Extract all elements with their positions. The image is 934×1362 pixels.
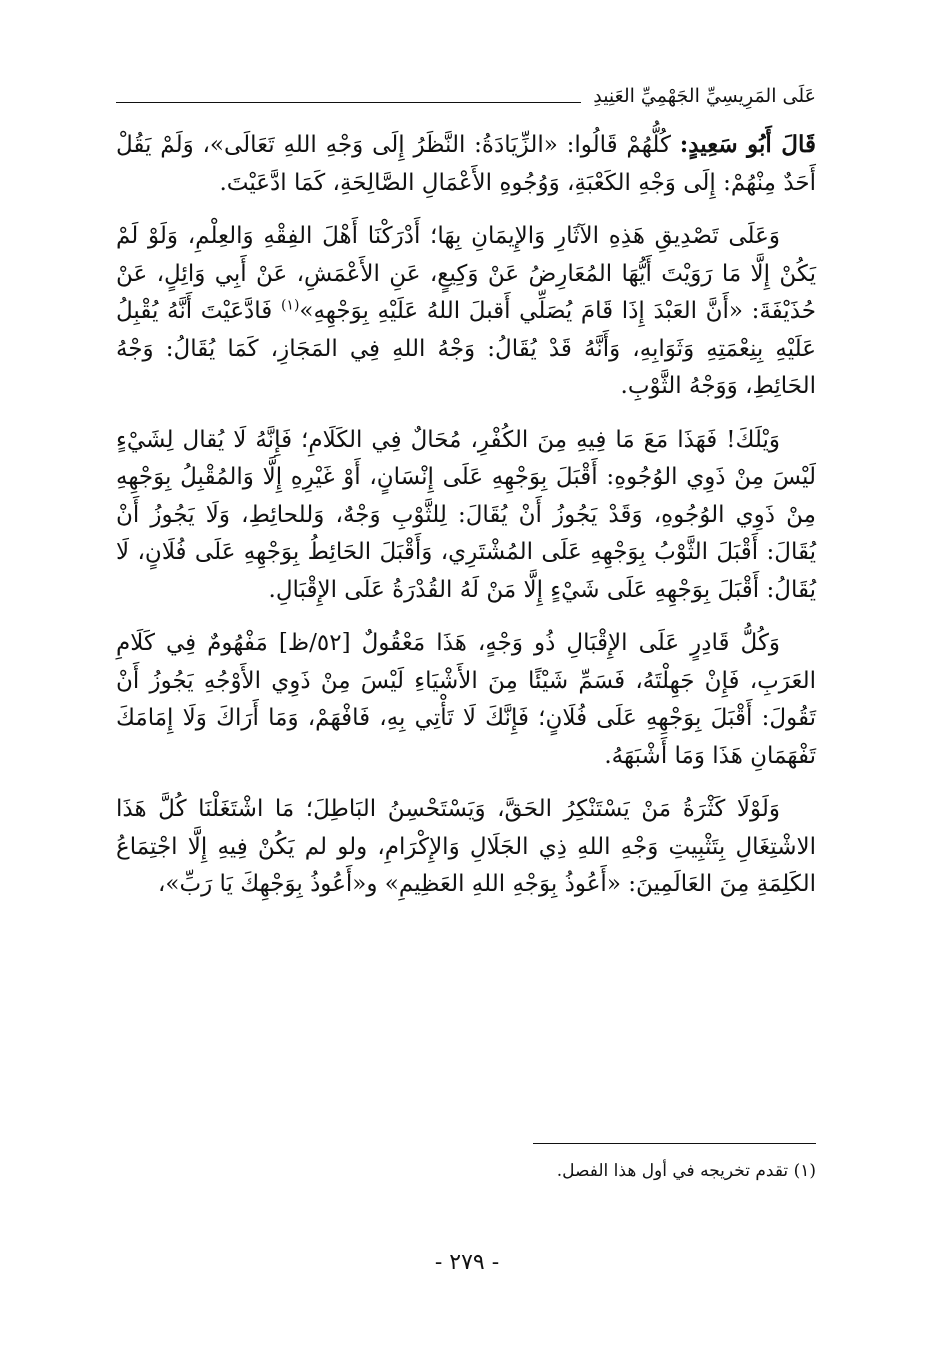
header-rule [116,102,581,103]
paragraph-2-text-a: وَعَلَى تَصْدِيقِ هَذِهِ الآثَارِ وَالإِيمَانِ بِهَا؛ أَدْرَكْنَا أَهْلَ الفِقْهِ وَالعِلْمِ، وَلَوْ لَمْ يَكُنْ إِلَّا مَا رَوَيْتَ أَيُّهَا المُعَارِضُ عَنْ وَكِيعٍ، عَنِ الأَعْمَشِ، عَنْ أَبِي وَائِلٍ، عَنْ حُذَيْفَةَ: «أَنَّ العَبْدَ إِذَا قَامَ يُصَلِّي أَقبلَ اللهُ عَلَيْهِ بِوَجْهِهِ» [116,223,816,324]
paragraph-1-text: كُلُّهُمْ قَالُوا: «الزِّيَادَةُ: النَّظَرُ إِلَى وَجْهِ اللهِ تَعَالَى»، وَلَمْ يَقُلْ أَحَدٌ مِنْهُمْ: إِلَى وَجْهِ الكَعْبَةِ، وَوُجُوهِ الأَعْمَالِ الصَّالِحَةِ، كَمَا ادَّعَيْتَ. [116,132,816,196]
paragraph-2-text-b: فَادَّعَيْتَ أَنَّهُ يُقْبِلُ عَلَيْهِ بِنِعْمَتِهِ وَثَوَابِهِ، وَأَنَّهُ قَدْ يُقَالُ: وَجْهُ اللهِ فِي المَجَازِ، كَمَا يُقَالُ: وَجْهُ الحَائِطِ، وَوَجْهُ الثَّوْبِ. [116,298,816,399]
paragraph-5: وَلَوْلَا كَثْرَةُ مَنْ يَسْتَنْكِرُ الحَقَّ، وَيَسْتَحْسِنُ البَاطِلَ؛ مَا اشْتَغَلْنَا كُلَّ هَذَا الاشْتِغَالِ بِتَثْبِيتِ وَجْهِ اللهِ ذِي الجَلَالِ وَالإِكْرَامِ، ولو لم يَكُنْ فِيهِ إِلَّا اجْتِمَاعُ الكَلِمَةِ مِنَ العَالَمِينَ: «أَعُوذُ بِوَجْهِ اللهِ العَظِيمِ» و«أَعُوذُ بِوَجْهِكَ يَا رَبِّ»، [116,796,816,897]
paragraph-1-lead: قَالَ أَبُو سَعِيدٍ: [679,131,817,158]
running-header [116,80,816,120]
footnote-reference: (١) [280,297,300,314]
page-number: - ٢٧٩ - [434,1250,500,1275]
footnote-rule [533,1143,816,1144]
paragraph-2 [116,218,816,406]
paragraph-1 [116,126,816,202]
running-title: عَلَى المَرِيسِيِّ الجَهْمِيِّ العَنِيدِ [593,85,816,107]
footnote: (١) تقدم تخريجه في أول هذا الفصل. [556,1161,816,1181]
main-text [116,126,816,920]
paragraph-3: وَيْلَكَ! فَهَذَا مَعَ مَا فِيهِ مِنَ الكُفْرِ، مُحَالٌ فِي الكَلَامِ؛ فَإِنَّهُ لَا يُقال لِشَيْءٍ لَيْسَ مِنْ ذَوِي الوُجُوهِ: أَقْبَلَ بِوَجْهِهِ عَلَى إِنْسَانٍ، أَوْ غَيْرِهِ إِلَّا وَالمُقْبِلُ بِوَجْهِهِ مِنْ ذَوِي الوُجُوهِ، وَقَدْ يَجُوزُ أَنْ يُقَالَ: لِلثَّوْبِ وَجْهٌ، وَللحائِطِ، وَلَا يَجُوزُ أَنْ يُقَالَ: أَقْبَلَ الثَّوْبُ بِوَجْهِهِ عَلَى المُشْتَرِي، وَأَقْبَلَ الحَائِطُ بِوَجْهِهِ عَلَى فُلَانٍ، لَا يُقَالُ: أَقْبَلَ بِوَجْهِهِ عَلَى شَيْءٍ إِلَّا مَنْ لَهُ القُدْرَةُ عَلَى الإِقْبَالِ. [116,426,816,603]
paragraph-4: وَكُلُّ قَادِرٍ عَلَى الإِقْبَالِ ذُو وَجْهٍ، هَذَا مَعْقُولٌ [٥٢/ظ] مَفْهُومٌ فِي كَلَامِ العَرَبِ، فَإِنْ جَهِلْتَهُ، فَسَمِّ شَيْئًا مِنَ الأَشْيَاءِ لَيْسَ مِنْ ذَوِي الأَوْجُهِ يَجُوزُ أَنْ تَقُولَ: أَقْبَلَ بِوَجْهِهِ عَلَى فُلَانٍ؛ فَإِنَّكَ لَا تَأْتِي بِهِ، فَافْهَمْ، وَمَا أَرَاكَ وَلَا إِمَامَكَ تَفْهَمَانِ هَذَا وَمَا أَشْبَهَهُ. [116,630,816,769]
